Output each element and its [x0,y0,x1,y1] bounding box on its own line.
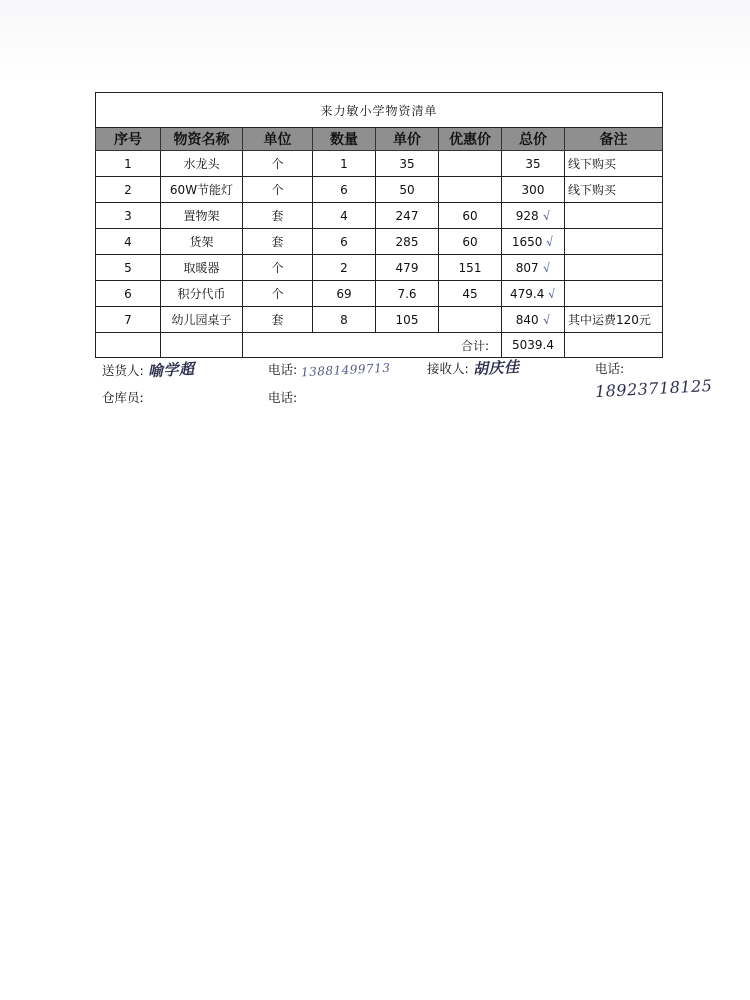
header-item-name: 物资名称 [161,128,243,151]
row-unit-price: 247 [376,203,439,229]
row-unit-price: 105 [376,307,439,333]
row-unit: 个 [243,151,313,177]
warehouse-label: 仓库员: [102,390,144,405]
row-note [565,203,663,229]
row-unit-price: 35 [376,151,439,177]
table-row [96,151,663,177]
row-index: 1 [96,151,161,177]
row-total-price [502,203,565,229]
total-empty-cell [96,333,161,358]
row-quantity: 1 [313,151,376,177]
row-unit-price: 7.6 [376,281,439,307]
row-item-name: 水龙头 [161,151,243,177]
header-total-price: 总价 [502,128,565,151]
row-index: 5 [96,255,161,281]
row-item-name: 取暖器 [161,255,243,281]
table-row [96,255,663,281]
header-unit-price: 单价 [376,128,439,151]
receiver-phone-field [594,359,732,402]
row-quantity: 69 [313,281,376,307]
signature-area [102,358,732,414]
row-unit: 套 [243,307,313,333]
deliverer-phone-label: 电话: [268,362,298,377]
row-total-value: 807 [515,260,539,275]
row-note: 线下购买 [565,177,663,203]
row-unit: 个 [243,281,313,307]
row-discount-price: 60 [439,203,502,229]
table-header-row [96,128,663,151]
row-note [565,255,663,281]
row-quantity: 8 [313,307,376,333]
deliverer-signature: 喻学超 [147,359,195,381]
row-discount-price: 60 [439,229,502,255]
row-index: 7 [96,307,161,333]
row-unit: 个 [243,255,313,281]
deliverer-label: 送货人: [102,363,144,378]
warehouse-field [102,388,144,408]
row-index: 3 [96,203,161,229]
row-unit-price: 285 [376,229,439,255]
receiver-phone-label: 电话: [595,361,625,376]
header-quantity: 数量 [313,128,376,151]
total-empty-cell [565,333,663,358]
row-discount-price [439,151,502,177]
row-note [565,281,663,307]
row-item-name: 积分代币 [161,281,243,307]
row-total-value: 1650 [511,234,543,249]
deliverer-phone-number: 13881499713 [300,360,391,380]
receiver-label: 接收人: [427,361,469,376]
total-empty-cell [161,333,243,358]
row-total-price [502,281,565,307]
row-total-price [502,151,565,177]
row-note [565,229,663,255]
row-item-name: 货架 [161,229,243,255]
header-discount-price: 优惠价 [439,128,502,151]
row-item-name: 60W节能灯 [161,177,243,203]
row-quantity: 4 [313,203,376,229]
header-note: 备注 [565,128,663,151]
handwritten-check-mark: √ [545,234,556,249]
row-total-price [502,229,565,255]
row-unit: 个 [243,177,313,203]
document-title: 来力敏小学物资清单 [96,93,663,128]
receiver-signature: 胡庆佳 [472,357,520,379]
table-row [96,203,663,229]
row-unit-price: 479 [376,255,439,281]
row-index: 2 [96,177,161,203]
table-row [96,229,663,255]
handwritten-check-mark: √ [547,286,557,301]
handwritten-check-mark: √ [541,260,552,275]
row-note: 线下购买 [565,151,663,177]
row-unit: 套 [243,203,313,229]
receiver-field [427,358,519,378]
material-list-table [95,92,663,358]
row-quantity: 2 [313,255,376,281]
header-index: 序号 [96,128,161,151]
row-discount-price: 151 [439,255,502,281]
row-discount-price [439,177,502,203]
row-total-value: 479.4 [509,286,545,301]
row-item-name: 置物架 [161,203,243,229]
handwritten-check-mark: √ [541,312,552,327]
total-label: 合计: [243,333,502,358]
row-index: 6 [96,281,161,307]
row-note: 其中运费120元 [565,307,663,333]
row-quantity: 6 [313,229,376,255]
receiver-phone-number: 18923718125 [594,375,713,402]
row-total-value: 840 [515,312,539,327]
row-total-price [502,177,565,203]
row-total-price [502,307,565,333]
row-index: 4 [96,229,161,255]
row-total-value: 928 [515,208,539,223]
row-quantity: 6 [313,177,376,203]
handwritten-check-mark: √ [541,208,552,223]
row-item-name: 幼儿园桌子 [161,307,243,333]
row-total-value: 300 [521,182,545,197]
row-discount-price [439,307,502,333]
row-unit-price: 50 [376,177,439,203]
row-unit: 套 [243,229,313,255]
row-total-price [502,255,565,281]
table-row [96,281,663,307]
header-unit: 单位 [243,128,313,151]
table-row [96,177,663,203]
warehouse-phone-label: 电话: [268,390,298,405]
row-discount-price: 45 [439,281,502,307]
deliverer-field [102,360,194,380]
total-value: 5039.4 [502,333,565,358]
total-row [96,333,663,358]
deliverer-phone-field [268,360,391,380]
row-total-value: 35 [525,156,541,171]
warehouse-phone-field [268,388,297,408]
table-row [96,307,663,333]
